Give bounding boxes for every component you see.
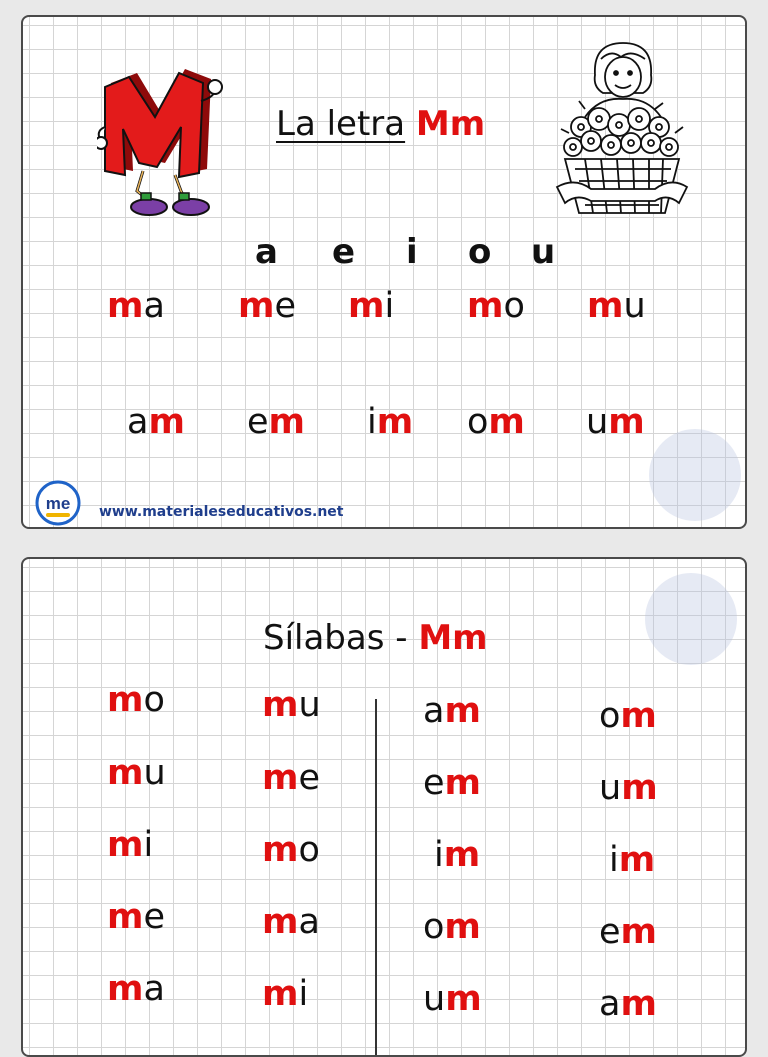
site-logo-icon: [33, 480, 83, 526]
watermark-logo-icon: [649, 429, 741, 521]
syllable-c3-r1: am: [423, 691, 481, 731]
syllable-c2-r3: mo: [262, 830, 320, 870]
page-title: [276, 104, 486, 144]
letter-card: [21, 15, 747, 529]
syllable-c3-r5: um: [423, 979, 482, 1019]
syllable-c4-r1: om: [599, 696, 657, 736]
syllable-mi: mi: [348, 286, 395, 326]
syllable-c3-r3: im: [434, 835, 481, 875]
watermark-logo-icon: [645, 573, 737, 665]
website-link[interactable]: www.materialeseducativos.net: [99, 504, 344, 520]
vowel-o: o: [468, 232, 492, 272]
vowel-e: e: [332, 232, 356, 272]
syllables-card: [21, 557, 747, 1057]
syllable-c4-r5: am: [599, 984, 657, 1024]
syllable-c2-r2: me: [262, 758, 321, 798]
syllable-c1-r3: mi: [107, 825, 154, 865]
syllable-am: am: [127, 402, 185, 442]
vowel-u: u: [531, 232, 556, 272]
woman-with-flowers-icon: [555, 37, 690, 225]
title-prefix: La letra: [276, 104, 406, 144]
syllable-em: em: [247, 402, 306, 442]
svg-text:me: me: [45, 494, 71, 513]
section-title: [263, 618, 488, 658]
syllable-c4-r4: em: [599, 912, 658, 952]
syllable-c3-r2: em: [423, 763, 482, 803]
syllable-c4-r3: im: [609, 840, 656, 880]
syllable-im: im: [367, 402, 414, 442]
syllable-om: om: [467, 402, 525, 442]
letter-m-mascot-icon: [97, 67, 227, 222]
vowel-i: i: [406, 232, 418, 272]
syllable-me: me: [238, 286, 297, 326]
syllable-mu: mu: [587, 286, 646, 326]
syllable-c2-r4: ma: [262, 902, 320, 942]
section-title-prefix: Sílabas -: [263, 618, 419, 658]
syllable-c1-r1: mo: [107, 680, 165, 720]
title-letter: Mm: [415, 104, 486, 144]
syllable-c1-r2: mu: [107, 753, 166, 793]
syllable-c3-r4: om: [423, 907, 481, 947]
section-title-letter: Mm: [418, 618, 488, 658]
syllable-c1-r5: ma: [107, 969, 165, 1009]
syllable-c1-r4: me: [107, 897, 166, 937]
vowel-a: a: [255, 232, 278, 272]
syllable-c2-r1: mu: [262, 685, 321, 725]
syllable-c4-r2: um: [599, 768, 658, 808]
syllable-c2-r5: mi: [262, 974, 309, 1014]
syllable-mo: mo: [467, 286, 525, 326]
column-divider: [375, 699, 377, 1057]
syllable-ma: ma: [107, 286, 165, 326]
syllable-um: um: [586, 402, 645, 442]
